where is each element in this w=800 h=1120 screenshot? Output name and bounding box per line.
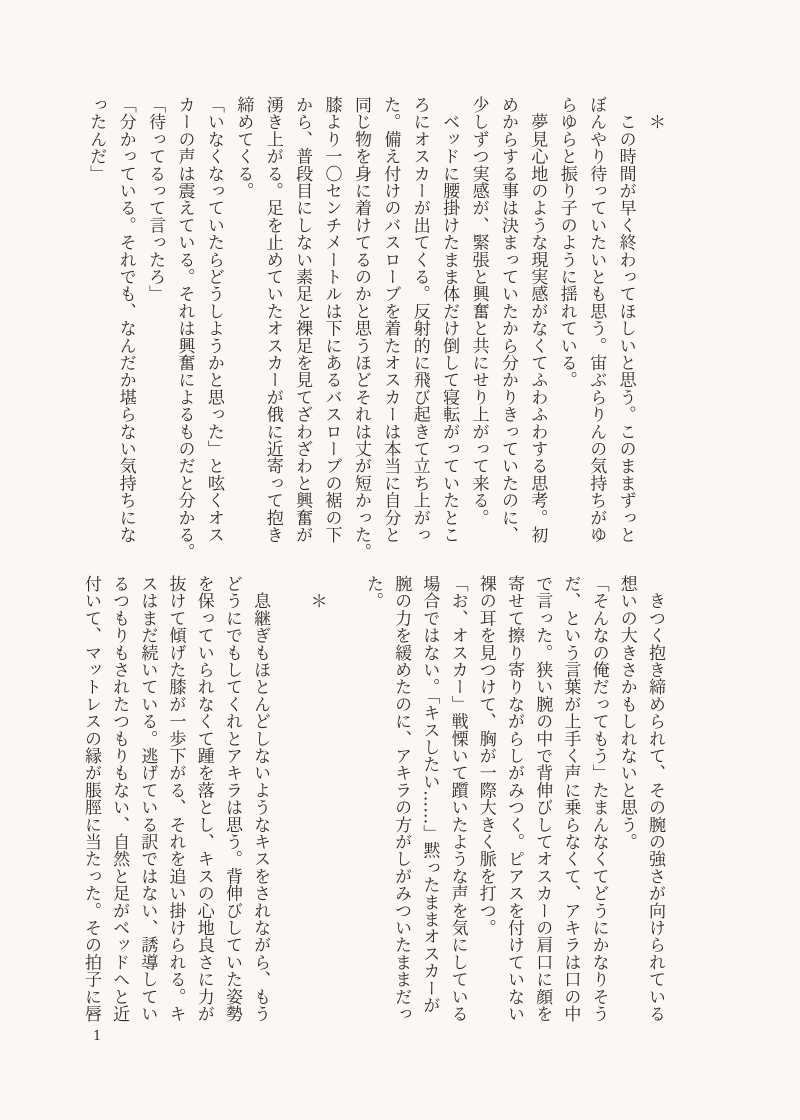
text-line: 寄せて擦り寄りながらしがみつく。ピアスを付けていない bbox=[503, 575, 524, 1023]
text-line: 「お、オスカー」戦慄いて躓いたような声を気にしている bbox=[447, 575, 468, 1023]
text-line: 湧き上がる。足を止めていたオスカーが俄に近寄って抱き bbox=[262, 96, 283, 544]
text-line: 付いて、マットレスの縁が脹脛に当たった。その拍子に唇 bbox=[80, 575, 101, 1023]
text-line: 少しずつ実感が、緊張と興奮と共にせり上がって来る。 bbox=[468, 96, 489, 526]
text-line: ＊ bbox=[645, 96, 665, 131]
text-line: た。備え付けのバスローブを着たオスカーは本当に自分と bbox=[380, 96, 401, 544]
text-line: るつもりもされたつもりもない、自然と足がベッドへと近 bbox=[109, 575, 130, 1023]
text-line: 夢見心地のような現実感がなくてふわふわする思考。初 bbox=[527, 96, 548, 544]
page-number: 1 bbox=[93, 1029, 102, 1044]
text-line: で言った。狭い腕の中で背伸びしてオスカーの肩口に顔を bbox=[532, 575, 553, 1023]
text-line: 場合ではない。「キスしたい……」黙ったままオスカーが bbox=[419, 575, 440, 1014]
text-line: 「待ってるって言ったろ」 bbox=[145, 96, 166, 303]
text-line: スはまだ続いている。逃げている訳ではない、誘導してい bbox=[137, 575, 158, 1023]
text-line: らゆらと振り子のように揺れている。 bbox=[556, 96, 577, 389]
text-line: この時間が早く終わってほしいと思う。このままずっと bbox=[615, 96, 636, 544]
text-line: 「分かっている。それでも、なんだか堪らない気持ちにな bbox=[115, 96, 136, 544]
text-line: 締めてくる。 bbox=[233, 96, 254, 200]
text-line: 裸の耳を見つけて、胸が一際大きく脈を打つ。 bbox=[475, 575, 496, 937]
text-line: 同じ物を身に着けてるのかと思うほどそれは丈が短かった。 bbox=[350, 96, 371, 561]
text-line: を保っていられなくて踵を落とし、キスの心地良さに力が bbox=[193, 575, 214, 1023]
text-line: 膝より一〇センチメートルは下にあるバスローブの裾の下 bbox=[321, 96, 342, 544]
text-line bbox=[331, 575, 359, 1022]
text-line: 「いなくなっていたらどうしようかと思った」と呟くオス bbox=[203, 96, 224, 544]
text-line: どうにでもしてくれとアキラは思う。背伸びしていた姿勢 bbox=[221, 575, 242, 1023]
text-line: 「そんなの俺だってもう」たまんなくてどうにかなりそう bbox=[588, 575, 609, 1023]
text-line: 腕の力を緩めたのに、アキラの方がしがみついたままだっ bbox=[391, 575, 412, 1023]
text-line: きつく抱き締められて、その腕の強さが向けられている bbox=[645, 575, 665, 1023]
text-block-bottom bbox=[77, 575, 669, 1022]
text-line: ベッドに腰掛けたまま体だけ倒して寝転がっていたとこ bbox=[439, 96, 460, 544]
text-line: 抜けて傾げた膝が一歩下がる、それを追い掛けられる。キ bbox=[165, 575, 186, 1023]
text-line: た。 bbox=[362, 575, 383, 610]
text-line: めからする事は決まっていたから分かりきっていたのに、 bbox=[497, 96, 518, 544]
text-line: カーの声は震えている。それは興奮によるものだと分かる。 bbox=[174, 96, 195, 561]
text-line: ＊ bbox=[306, 575, 327, 610]
text-line: ろにオスカーが出てくる。反射的に飛び起きて立ち上がっ bbox=[409, 96, 430, 544]
text-line: から、普段目にしない素足と裸足を見てざわざわと興奮が bbox=[292, 96, 313, 544]
text-block-top bbox=[81, 96, 669, 560]
text-line: 想いの大きさかもしれないと思う。 bbox=[616, 575, 637, 851]
text-line: 息継ぎもほとんどしないようなキスをされながら、もう bbox=[250, 575, 271, 1023]
text-line bbox=[274, 575, 302, 1022]
text-line: ぼんやり待っていたいとも思う。宙ぶらりんの気持ちがゆ bbox=[586, 96, 607, 544]
text-line: だ、という言葉が上手く声に乗らなくて、アキラは口の中 bbox=[560, 575, 581, 1023]
text-line: ったんだ」 bbox=[86, 96, 107, 182]
